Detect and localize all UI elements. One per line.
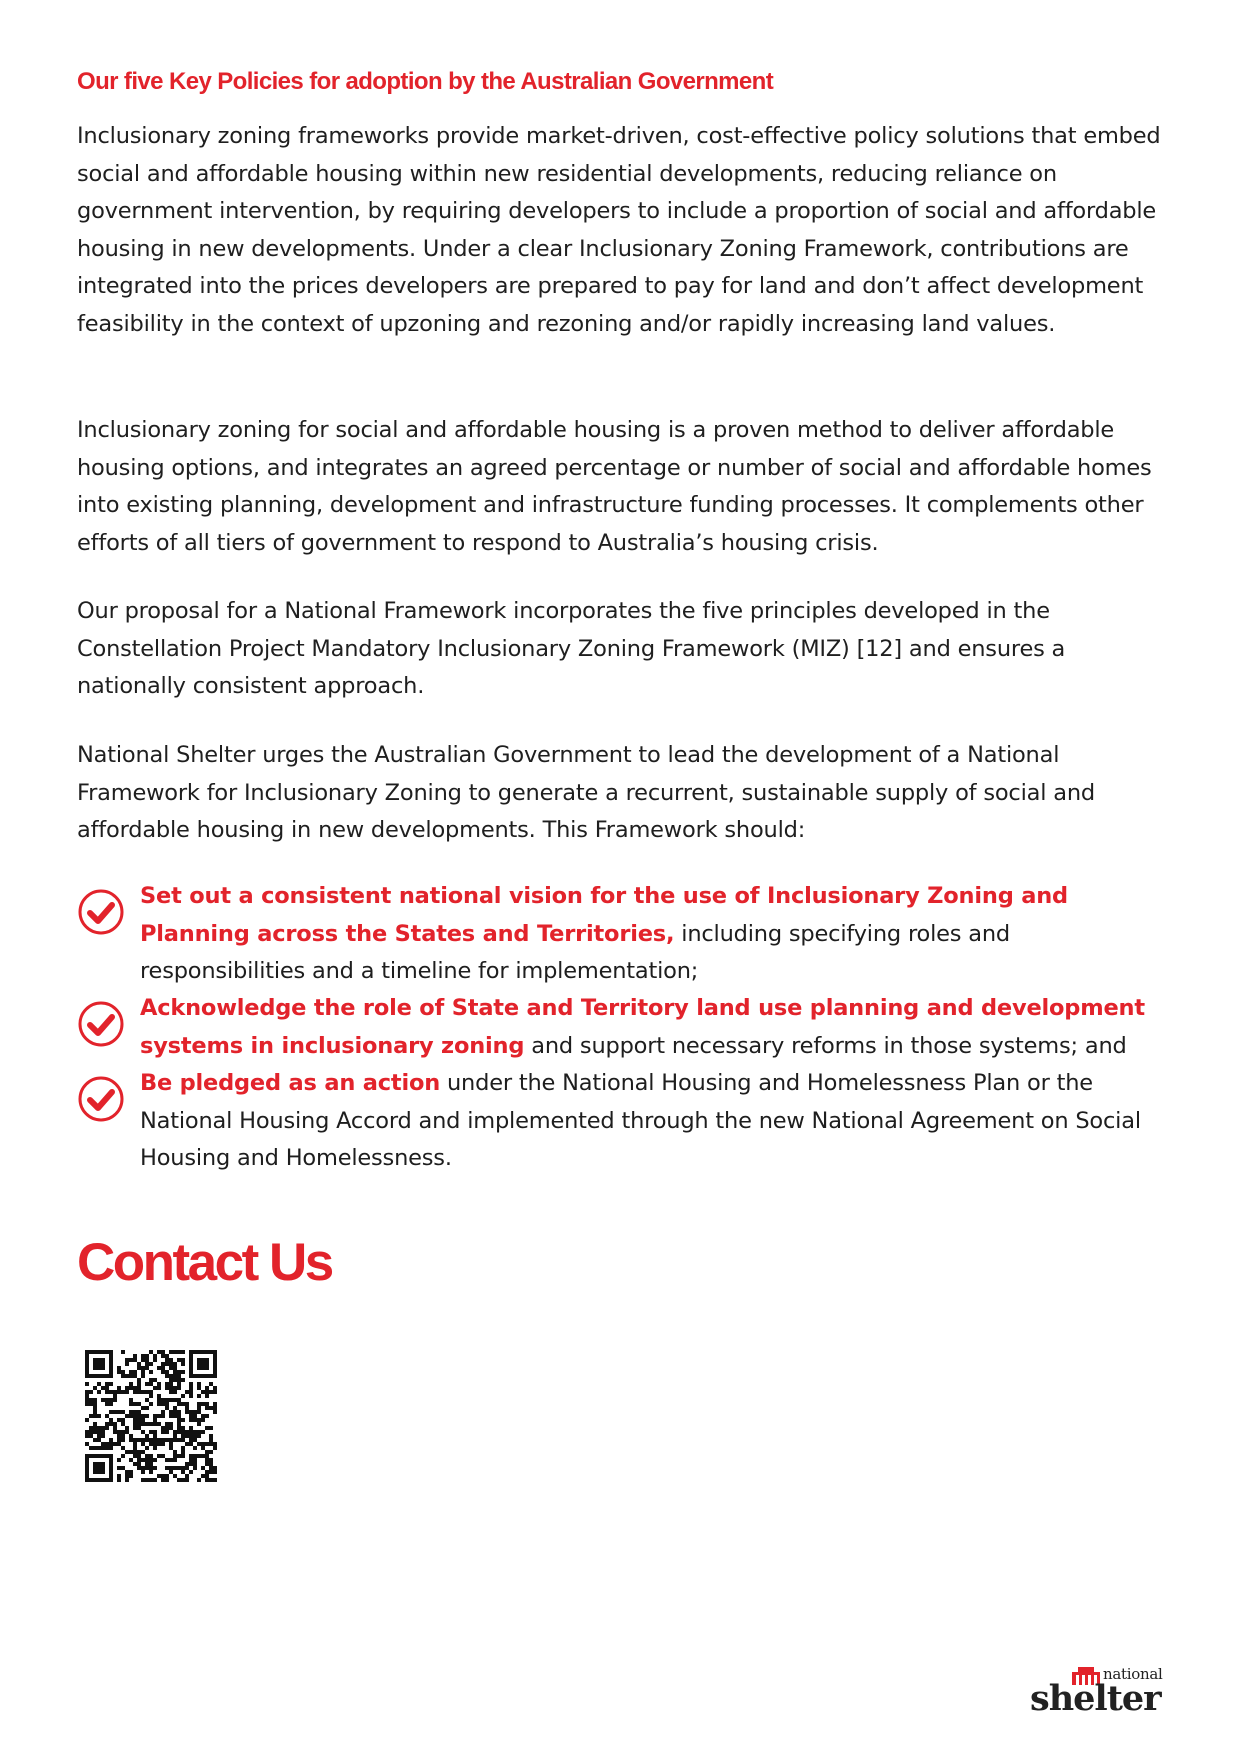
check-circle-icon: [77, 888, 127, 938]
bullet-text: and support necessary reforms in those systems; and: [524, 1032, 1127, 1059]
paragraph-inclusionary-frameworks: Inclusionary zoning frameworks provide market-driven, cost-effective policy solutions that embed social and affordable housing within new residential developments, reducing reliance on government intervention, by requiring developers to include a proportion of social and affordable housing in new developments. Under a clear Inclusionary Zoning Framework, contributions are integrated into the prices developers are prepared to pay for land and don’t affect development feasibility in the context of upzoning and rezoning and/or rapidly increasing land values.: [77, 123, 1161, 337]
list-item: [77, 990, 1177, 1065]
bullet-highlight: Be pledged as an action: [140, 1070, 441, 1096]
paragraph-national-framework: Our proposal for a National Framework incorporates the five principles developed in the Constellation Project Mandatory Inclusionary Zoning Framework (MIZ) [12] and ensures a nationally consistent approach.: [77, 598, 1066, 699]
policy-list: [77, 878, 1177, 1178]
page-heading: Our five Key Policies for adoption by the Australian Government: [77, 68, 774, 95]
list-item: [77, 1065, 1177, 1178]
bullet-text: under the National Housing and Homelessness Plan or the National Housing Accord and implemented through the new National Agreement on Social Housing and Homelessness.: [140, 1070, 1141, 1171]
national-shelter-logo: [1030, 1665, 1170, 1717]
check-circle-icon: [77, 1000, 127, 1050]
paragraph-proven-method: Inclusionary zoning for social and affordable housing is a proven method to deliver affordable housing options, and integrates an agreed percentage or number of social and affordable homes into existing planning, development and infrastructure funding processes. It complements other efforts of all tiers of government to respond to Australia’s housing crisis.: [77, 417, 1152, 556]
bullet-highlight: Acknowledge the role of State and Territory land use planning and development systems in inclusionary zoning: [140, 995, 1145, 1059]
list-item: [77, 878, 1177, 990]
bullet-text: including specifying roles and responsibilities and a timeline for implementation;: [140, 920, 1010, 984]
contact-heading: Contact Us: [77, 1233, 332, 1292]
logo-national-text: national: [1103, 1665, 1163, 1683]
check-circle-icon: [77, 1075, 127, 1125]
paragraph-national-shelter-urges: National Shelter urges the Australian Government to lead the development of a National Framework for Inclusionary Zoning to generate a recurrent, sustainable supply of social and affordable housing in new developments. This Framework should:: [77, 742, 1095, 843]
logo-shelter-text: shelter: [1030, 1678, 1161, 1719]
qr-code[interactable]: [85, 1350, 217, 1482]
bullet-highlight: Set out a consistent national vision for the use of Inclusionary Zoning and Planning across the States and Territories,: [140, 883, 1068, 947]
